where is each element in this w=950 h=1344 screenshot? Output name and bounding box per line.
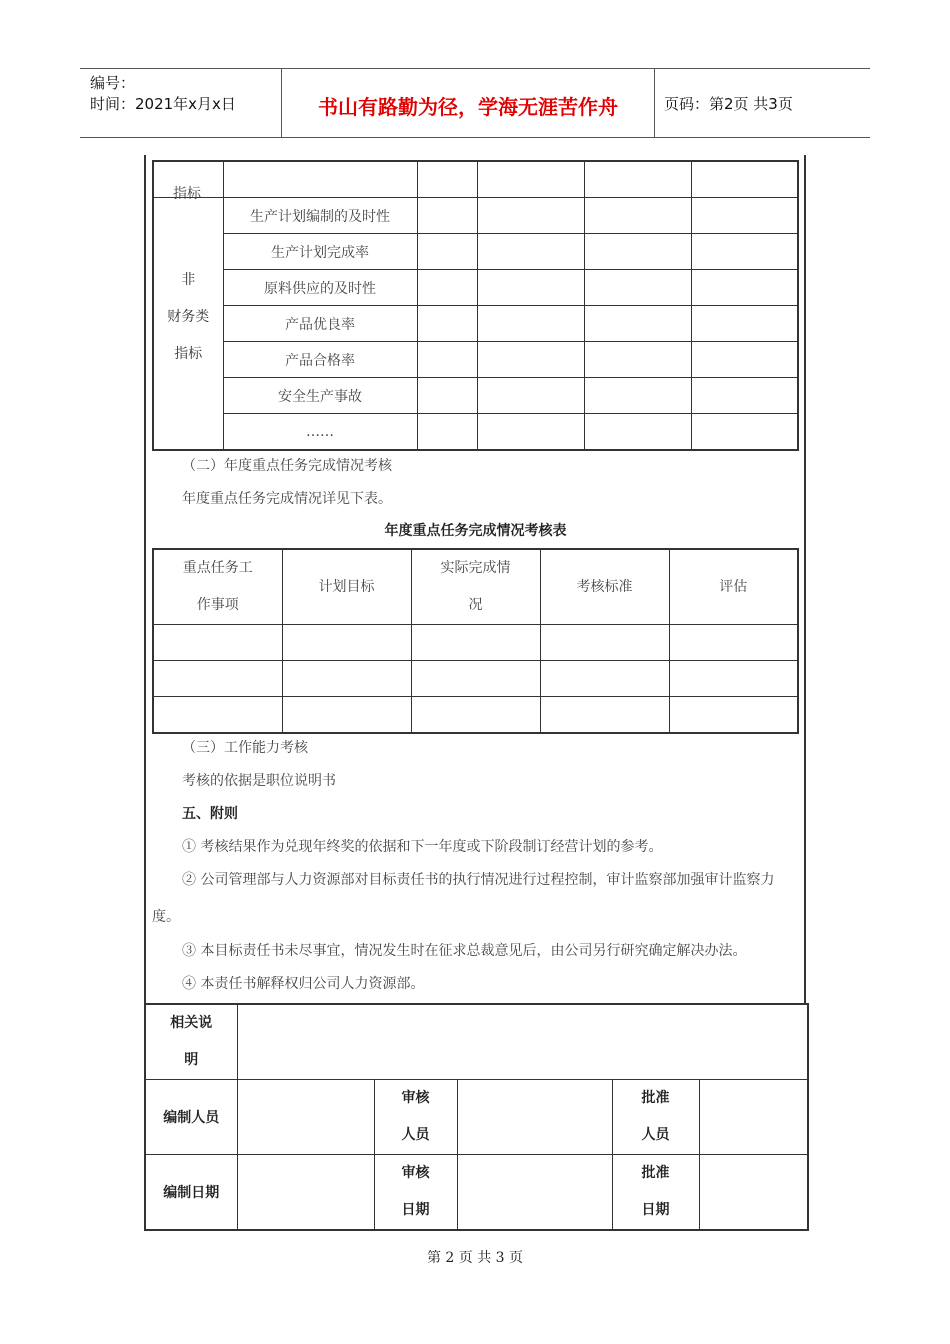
header-page-info: 页码：第2页 共3页 <box>664 95 793 113</box>
indicator-name: 产品优良率 <box>223 306 417 342</box>
review-date-value <box>457 1155 612 1231</box>
notes-value <box>237 1004 808 1080</box>
table-row <box>153 378 798 414</box>
column-header: 计划目标 <box>282 549 411 625</box>
table-title: 年度重点任务完成情况考核表 <box>384 523 567 539</box>
table-row <box>153 270 798 306</box>
table-row <box>153 342 798 378</box>
approver-label: 批准 人员 <box>612 1080 699 1155</box>
table-row <box>153 625 798 661</box>
table-row <box>145 1155 808 1231</box>
table-row <box>153 697 798 734</box>
appendix-item: ① 考核结果作为兑现年终奖的依据和下一年度或下阶段制订经营计划的参考。 <box>182 839 663 855</box>
header-motto: 书山有路勤为径，学海无涯苦作舟 <box>318 95 618 119</box>
indicator-name: …… <box>223 414 417 451</box>
review-date-label: 审核 日期 <box>374 1155 457 1231</box>
document-time: 时间：2021年x月x日 <box>90 95 236 113</box>
appendix-item: ④ 本责任书解释权归公司人力资源部。 <box>182 976 425 992</box>
table-header-row <box>153 549 798 625</box>
section-heading: （三）工作能力考核 <box>182 740 308 756</box>
header-meta <box>90 73 236 115</box>
prepared-by-label: 编制人员 <box>145 1080 237 1155</box>
table-row <box>145 1004 808 1080</box>
indicator-table <box>152 160 799 451</box>
indicator-name: 安全生产事故 <box>223 378 417 414</box>
section-text: 考核的依据是职位说明书 <box>182 773 336 789</box>
header-divider <box>654 69 655 137</box>
prepared-by-value <box>237 1080 374 1155</box>
key-task-table <box>152 548 799 734</box>
reviewer-value <box>457 1080 612 1155</box>
indicator-name: 产品合格率 <box>223 342 417 378</box>
page-header <box>80 68 870 138</box>
column-header: 重点任务工 作事项 <box>153 549 282 625</box>
table-row <box>153 198 798 234</box>
table-row <box>153 414 798 451</box>
table-row <box>153 661 798 697</box>
appendix-heading: 五、附则 <box>182 806 238 822</box>
approve-date-label: 批准 日期 <box>612 1155 699 1231</box>
column-header: 实际完成情 况 <box>411 549 540 625</box>
approver-value <box>699 1080 808 1155</box>
table-row <box>153 234 798 270</box>
approve-date-value <box>699 1155 808 1231</box>
appendix-item: ② 公司管理部与人力资源部对目标责任书的执行情况进行过程控制，审计监察部加强审计监察力 <box>182 872 775 888</box>
indicator-fragment: 指标 <box>173 186 201 202</box>
table-row <box>153 306 798 342</box>
category-cell: 非 财务类 指标 <box>153 198 223 451</box>
appendix-item: ③ 本目标责任书未尽事宜，情况发生时在征求总裁意见后，由公司另行研究确定解决办法。 <box>182 943 747 959</box>
column-header: 考核标准 <box>540 549 669 625</box>
document-number: 编号： <box>90 74 136 92</box>
reviewer-label: 审核 人员 <box>374 1080 457 1155</box>
table-row <box>145 1080 808 1155</box>
section-heading: （二）年度重点任务完成情况考核 <box>182 458 392 474</box>
section-text: 年度重点任务完成情况详见下表。 <box>182 491 392 507</box>
page-footer: 第 2 页 共 3 页 <box>426 1250 524 1266</box>
signoff-table <box>144 1003 809 1231</box>
appendix-item-continuation: 度。 <box>152 909 180 925</box>
indicator-name: 生产计划编制的及时性 <box>223 198 417 234</box>
notes-label: 相关说 明 <box>145 1004 237 1080</box>
prepared-date-label: 编制日期 <box>145 1155 237 1231</box>
prepared-date-value <box>237 1155 374 1231</box>
indicator-name: 生产计划完成率 <box>223 234 417 270</box>
column-header: 评估 <box>669 549 798 625</box>
table-row <box>153 161 798 198</box>
indicator-name: 原料供应的及时性 <box>223 270 417 306</box>
